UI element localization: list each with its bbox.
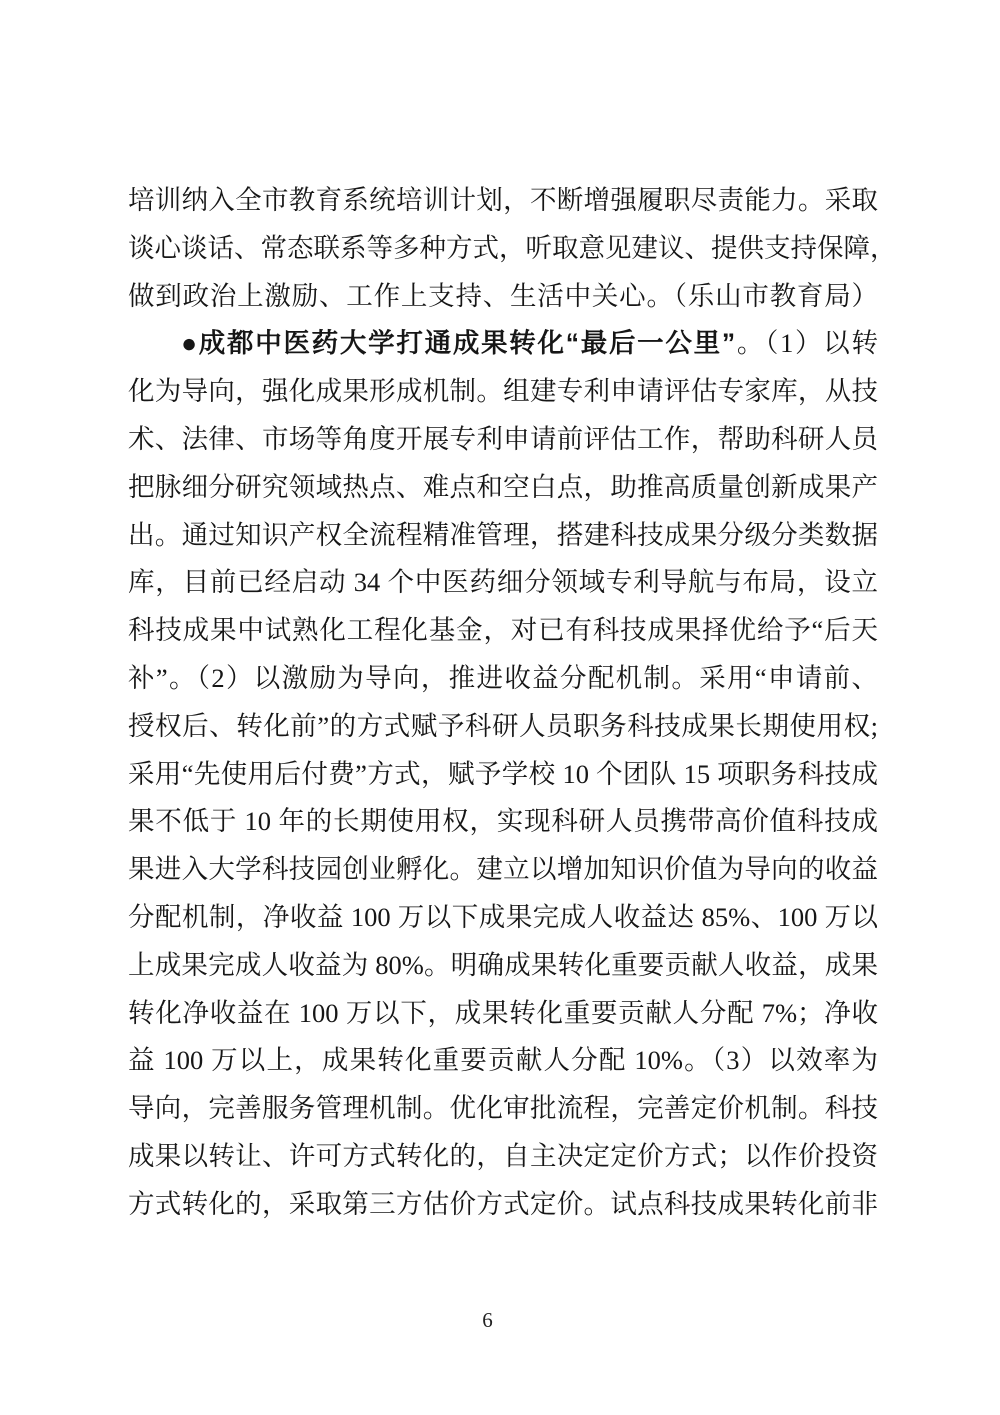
text-line: 方式转化的，采取第三方估价方式定价。试点科技成果转化前非 (128, 1188, 878, 1219)
page-number: 6 (482, 1308, 493, 1332)
text-line: 导向，完善服务管理机制。优化审批流程，完善定价机制。科技 (128, 1093, 878, 1124)
text-line: 转化净收益在 100 万以下，成果转化重要贡献人分配 7%；净收 (128, 997, 878, 1028)
text-line: 出。通过知识产权全流程精准管理，搭建科技成果分级分类数据 (128, 519, 878, 550)
text-line: 培训纳入全市教育系统培训计划，不断增强履职尽责能力。采取 (128, 185, 878, 215)
text-line: 科技成果中试熟化工程化基金，对已有科技成果择优给予“后天 (128, 615, 878, 646)
text-line: 上成果完成人收益为 80%。明确成果转化重要贡献人收益，成果 (128, 949, 878, 980)
text-line: 把脉细分研究领域热点、难点和空白点，助推高质量创新成果产 (128, 471, 878, 502)
bullet-icon: ● (181, 328, 199, 359)
text-line: 成果以转让、许可方式转化的，自主决定定价方式；以作价投资 (128, 1140, 878, 1171)
text-line-bullet-heading (128, 320, 878, 368)
text-line: 库，目前已经启动 34 个中医药细分领域专利导航与布局，设立 (128, 567, 878, 598)
text-line: 补”。（2）以激励为导向，推进收益分配机制。采用“申请前、 (128, 662, 878, 693)
text-block (128, 177, 897, 1229)
text-line: 授权后、转化前”的方式赋予科研人员职务科技成果长期使用权; (128, 710, 878, 741)
text-line: 化为导向，强化成果形成机制。组建专利申请评估专家库，从技 (128, 376, 878, 407)
heading-bold-text: 成都中医药大学打通成果转化“最后一公里” (198, 328, 736, 359)
heading-rest-text: 。（1）以转 (735, 328, 879, 359)
text-line: 术、法律、市场等角度开展专利申请前评估工作，帮助科研人员 (128, 423, 878, 454)
text-line: 做到政治上激励、工作上支持、生活中关心。（乐山市教育局） (128, 280, 878, 311)
text-line: 分配机制，净收益 100 万以下成果完成人收益达 85%、100 万以 (128, 901, 878, 932)
text-line: 益 100 万以上，成果转化重要贡献人分配 10%。（3）以效率为 (128, 1045, 878, 1076)
text-line: 谈心谈话、常态联系等多种方式，听取意见建议、提供支持保障， (128, 232, 897, 263)
text-line: 采用“先使用后付费”方式，赋予学校 10 个团队 15 项职务科技成 (128, 758, 878, 789)
text-line: 果进入大学科技园创业孵化。建立以增加知识价值为导向的收益 (128, 854, 878, 885)
text-line: 果不低于 10 年的长期使用权，实现科研人员携带高价值科技成 (128, 806, 878, 837)
